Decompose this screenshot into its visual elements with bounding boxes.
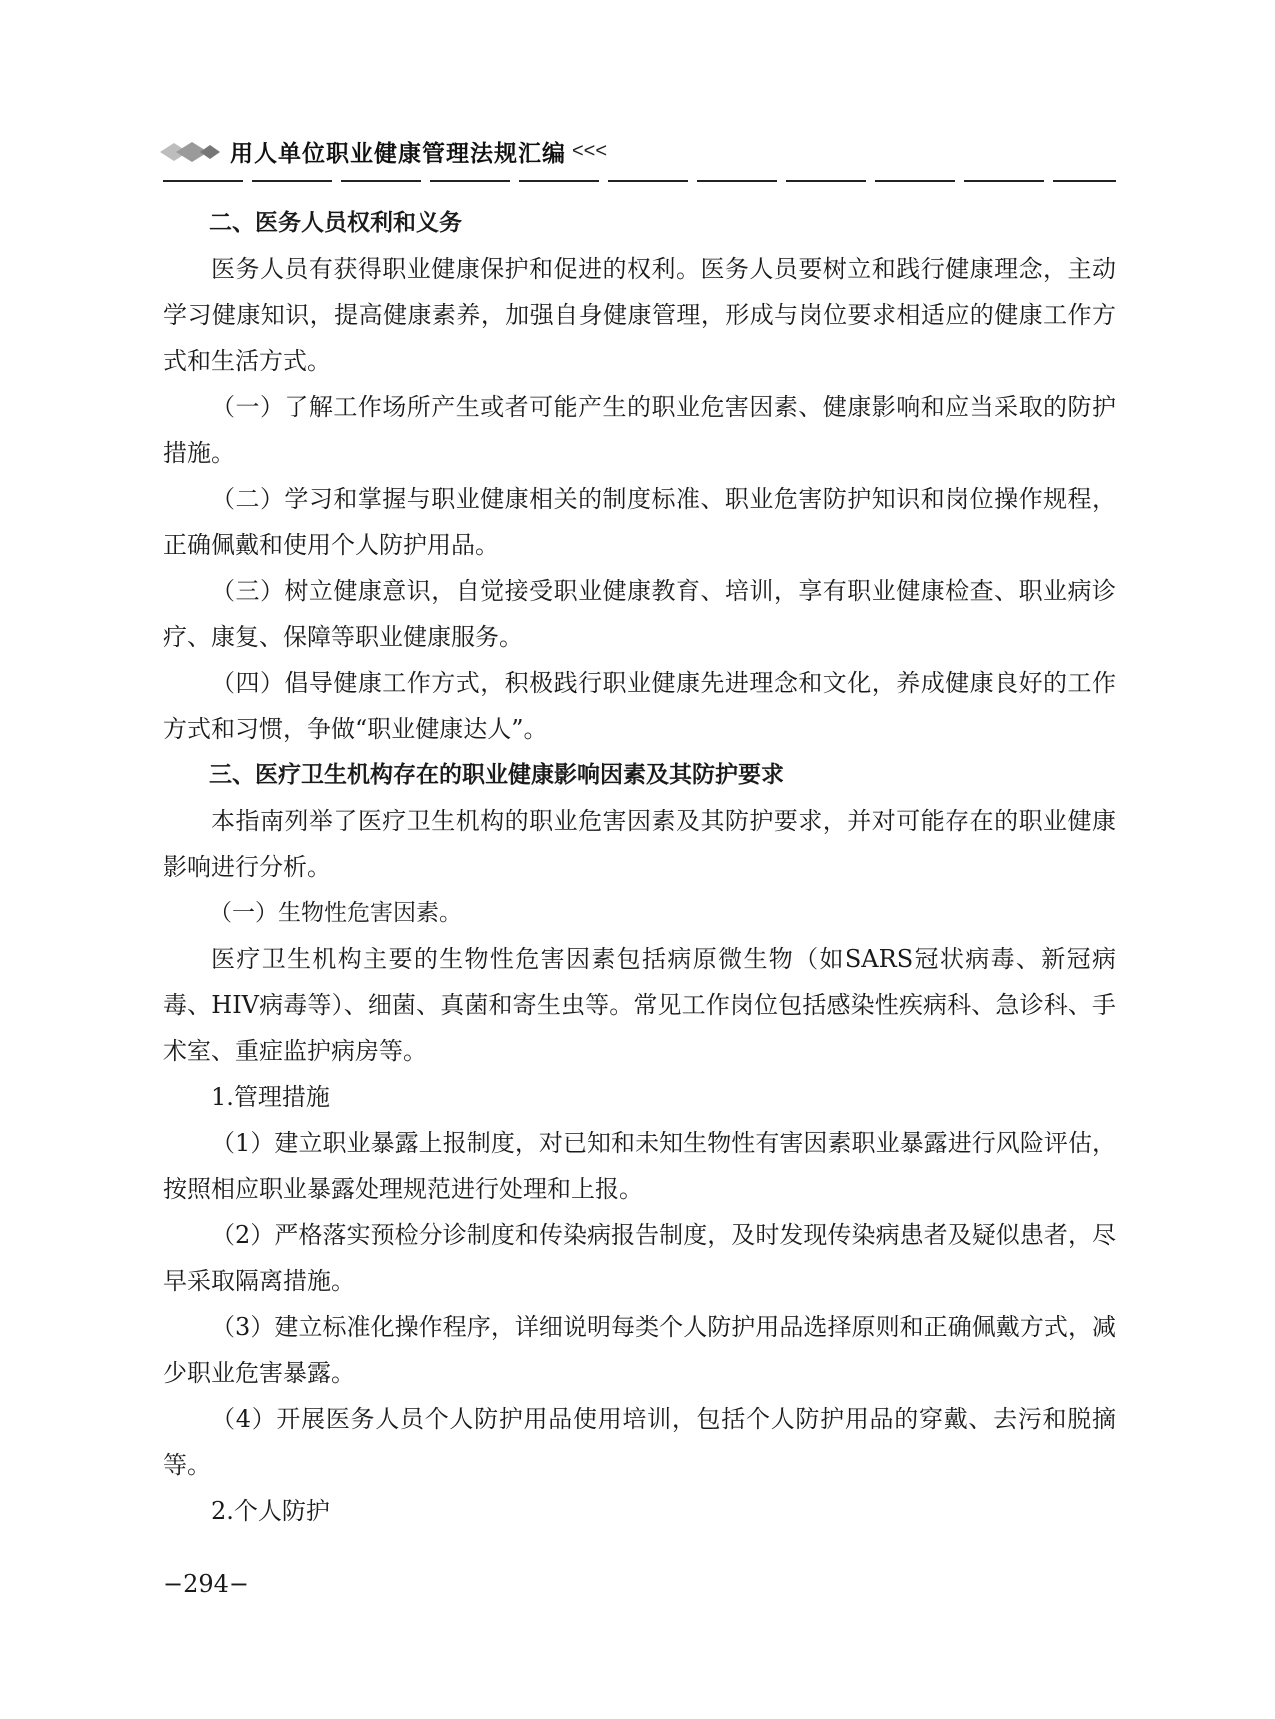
paragraph: 本指南列举了医疗卫生机构的职业危害因素及其防护要求，并对可能存在的职业健康影响进行分析。 — [163, 807, 1116, 881]
subsection-title: 2.个人防护 — [211, 1497, 330, 1525]
page-number: −294− — [163, 1570, 250, 1598]
list-item: （3）建立标准化操作程序，详细说明每类个人防护用品选择原则和正确佩戴方式，减少职业危害暴露。 — [163, 1313, 1116, 1387]
subsection-title: （一）生物性危害因素。 — [209, 900, 462, 926]
book-title: 用人单位职业健康管理法规汇编 — [230, 140, 566, 167]
running-header — [160, 135, 607, 168]
subsection-title: 1.管理措施 — [211, 1083, 330, 1111]
list-item: （4）开展医务人员个人防护用品使用培训，包括个人防护用品的穿戴、去污和脱摘等。 — [163, 1405, 1116, 1479]
paragraph: 医务人员有获得职业健康保护和促进的权利。医务人员要树立和践行健康理念，主动学习健康知识，提高健康素养，加强自身健康管理，形成与岗位要求相适应的健康工作方式和生活方式。 — [163, 255, 1116, 375]
section-heading: 二、医务人员权利和义务 — [209, 210, 462, 236]
chevrons-left-icon: <<< — [572, 140, 608, 162]
header-divider — [163, 180, 1116, 182]
paragraph: 医疗卫生机构主要的生物性危害因素包括病原微生物（如SARS冠状病毒、新冠病毒、HIV病毒等）、细菌、真菌和寄生虫等。常见工作岗位包括感染性疾病科、急诊科、手术室、重症监护病房等。 — [163, 945, 1116, 1065]
list-item: （二）学习和掌握与职业健康相关的制度标准、职业危害防护知识和岗位操作规程，正确佩戴和使用个人防护用品。 — [163, 485, 1116, 559]
list-item: （2）严格落实预检分诊制度和传染病报告制度，及时发现传染病患者及疑似患者，尽早采取隔离措施。 — [163, 1221, 1116, 1295]
double-diamond-icon — [160, 139, 222, 165]
list-item: （四）倡导健康工作方式，积极践行职业健康先进理念和文化，养成健康良好的工作方式和习惯，争做“职业健康达人”。 — [163, 669, 1116, 743]
list-item: （1）建立职业暴露上报制度，对已知和未知生物性有害因素职业暴露进行风险评估，按照相应职业暴露处理规范进行处理和上报。 — [163, 1129, 1116, 1203]
list-item: （一）了解工作场所产生或者可能产生的职业危害因素、健康影响和应当采取的防护措施。 — [163, 393, 1116, 467]
section-heading: 三、医疗卫生机构存在的职业健康影响因素及其防护要求 — [209, 762, 784, 788]
page-body — [163, 200, 1116, 1534]
list-item: （三）树立健康意识，自觉接受职业健康教育、培训，享有职业健康检查、职业病诊疗、康复、保障等职业健康服务。 — [163, 577, 1116, 651]
